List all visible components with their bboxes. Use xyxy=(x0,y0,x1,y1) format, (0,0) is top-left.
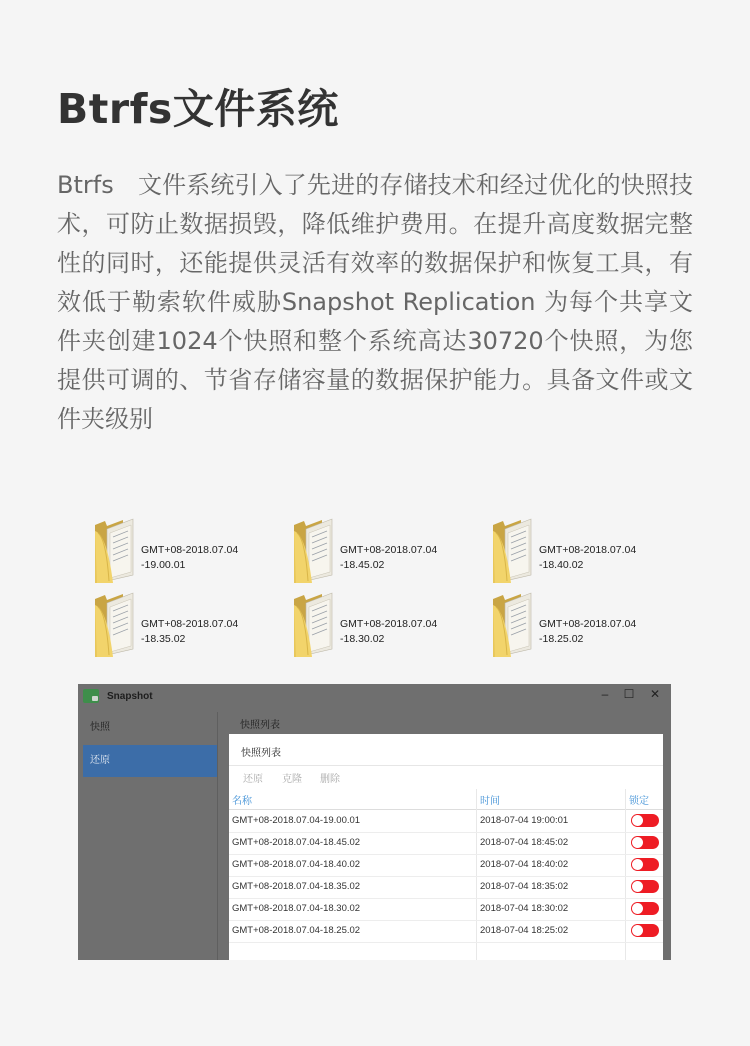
cell-time: 2018-07-04 19:00:01 xyxy=(480,815,569,826)
snapshot-folder[interactable] xyxy=(491,591,691,659)
cell-name: GMT+08-2018.07.04-18.35.02 xyxy=(232,881,361,892)
cell-time: 2018-07-04 18:35:02 xyxy=(480,881,569,892)
cell-name: GMT+08-2018.07.04-18.25.02 xyxy=(232,925,361,936)
sidebar-item-snapshot[interactable]: 快照 xyxy=(90,722,110,733)
folder-icon xyxy=(491,591,535,659)
cell-name: GMT+08-2018.07.04-18.30.02 xyxy=(232,903,361,914)
title-bar[interactable] xyxy=(78,684,671,710)
folder-icon xyxy=(491,517,535,585)
lock-toggle[interactable] xyxy=(631,924,659,937)
table-row[interactable] xyxy=(229,920,663,943)
cell-name: GMT+08-2018.07.04-18.45.02 xyxy=(232,837,361,848)
cell-time: 2018-07-04 18:45:02 xyxy=(480,837,569,848)
snapshot-app-window xyxy=(78,684,671,960)
lock-toggle[interactable] xyxy=(631,880,659,893)
snapshot-folder[interactable] xyxy=(93,517,293,585)
cell-time: 2018-07-04 18:25:02 xyxy=(480,925,569,936)
folder-icon xyxy=(93,517,137,585)
table-row[interactable] xyxy=(229,854,663,877)
cell-time: 2018-07-04 18:30:02 xyxy=(480,903,569,914)
folder-icon xyxy=(292,517,336,585)
snapshot-folder[interactable] xyxy=(491,517,691,585)
table-row[interactable] xyxy=(229,832,663,855)
folder-label: GMT+08-2018.07.04 -18.30.02 xyxy=(340,618,438,645)
minimize-icon[interactable]: – xyxy=(601,687,609,701)
section-title: 快照列表 xyxy=(240,720,280,731)
table-row[interactable] xyxy=(229,898,663,921)
snapshot-folder[interactable] xyxy=(292,591,492,659)
delete-button[interactable]: 删除 xyxy=(320,774,340,785)
table-header xyxy=(229,789,663,810)
clone-button[interactable]: 克隆 xyxy=(282,774,302,785)
cell-time: 2018-07-04 18:40:02 xyxy=(480,859,569,870)
app-title: Snapshot xyxy=(107,691,153,702)
app-logo-icon xyxy=(83,689,99,703)
folder-label: GMT+08-2018.07.04 -18.25.02 xyxy=(539,618,637,645)
folder-label: GMT+08-2018.07.04 -18.35.02 xyxy=(141,618,239,645)
sidebar-divider xyxy=(217,712,218,960)
snapshot-folder-grid xyxy=(93,517,673,662)
panel-title: 快照列表 xyxy=(241,748,281,759)
toolbar xyxy=(229,765,663,788)
folder-icon xyxy=(292,591,336,659)
table-row[interactable] xyxy=(229,810,663,833)
cell-name: GMT+08-2018.07.04-19.00.01 xyxy=(232,815,361,826)
page-title: Btrfs文件系统 xyxy=(57,85,339,133)
column-header-lock[interactable]: 锁定 xyxy=(629,796,649,807)
lock-toggle[interactable] xyxy=(631,902,659,915)
description-paragraph: Btrfs 文件系统引入了先进的存储技术和经过优化的快照技术，可防止数据损毁，降低维护费用。在提升高度数据完整性的同时，还能提供灵活有效率的数据保护和恢复工具，有效低于勒索软件威胁Snapshot Replication 为每个共享文件夹创建1024个快照和整个系统高达30720个快照，为您提供可调的、节省存储容量的数据保护能力。具备文件或文件夹级别 xyxy=(57,171,693,433)
folder-label: GMT+08-2018.07.04 -19.00.01 xyxy=(141,544,239,571)
snapshot-folder[interactable] xyxy=(292,517,492,585)
snapshot-folder[interactable] xyxy=(93,591,293,659)
folder-label: GMT+08-2018.07.04 -18.45.02 xyxy=(340,544,438,571)
table-row[interactable] xyxy=(229,876,663,899)
snapshot-list-panel xyxy=(229,734,663,960)
lock-toggle[interactable] xyxy=(631,836,659,849)
restore-button[interactable]: 还原 xyxy=(243,774,263,785)
sidebar-item-restore[interactable]: 还原 xyxy=(83,745,217,777)
close-icon[interactable]: ✕ xyxy=(649,687,661,701)
cell-name: GMT+08-2018.07.04-18.40.02 xyxy=(232,859,361,870)
column-header-name[interactable]: 名称 xyxy=(232,796,252,807)
maximize-icon[interactable]: ☐ xyxy=(623,687,635,701)
lock-toggle[interactable] xyxy=(631,858,659,871)
folder-label: GMT+08-2018.07.04 -18.40.02 xyxy=(539,544,637,571)
column-header-time[interactable]: 时间 xyxy=(480,796,500,807)
lock-toggle[interactable] xyxy=(631,814,659,827)
folder-icon xyxy=(93,591,137,659)
